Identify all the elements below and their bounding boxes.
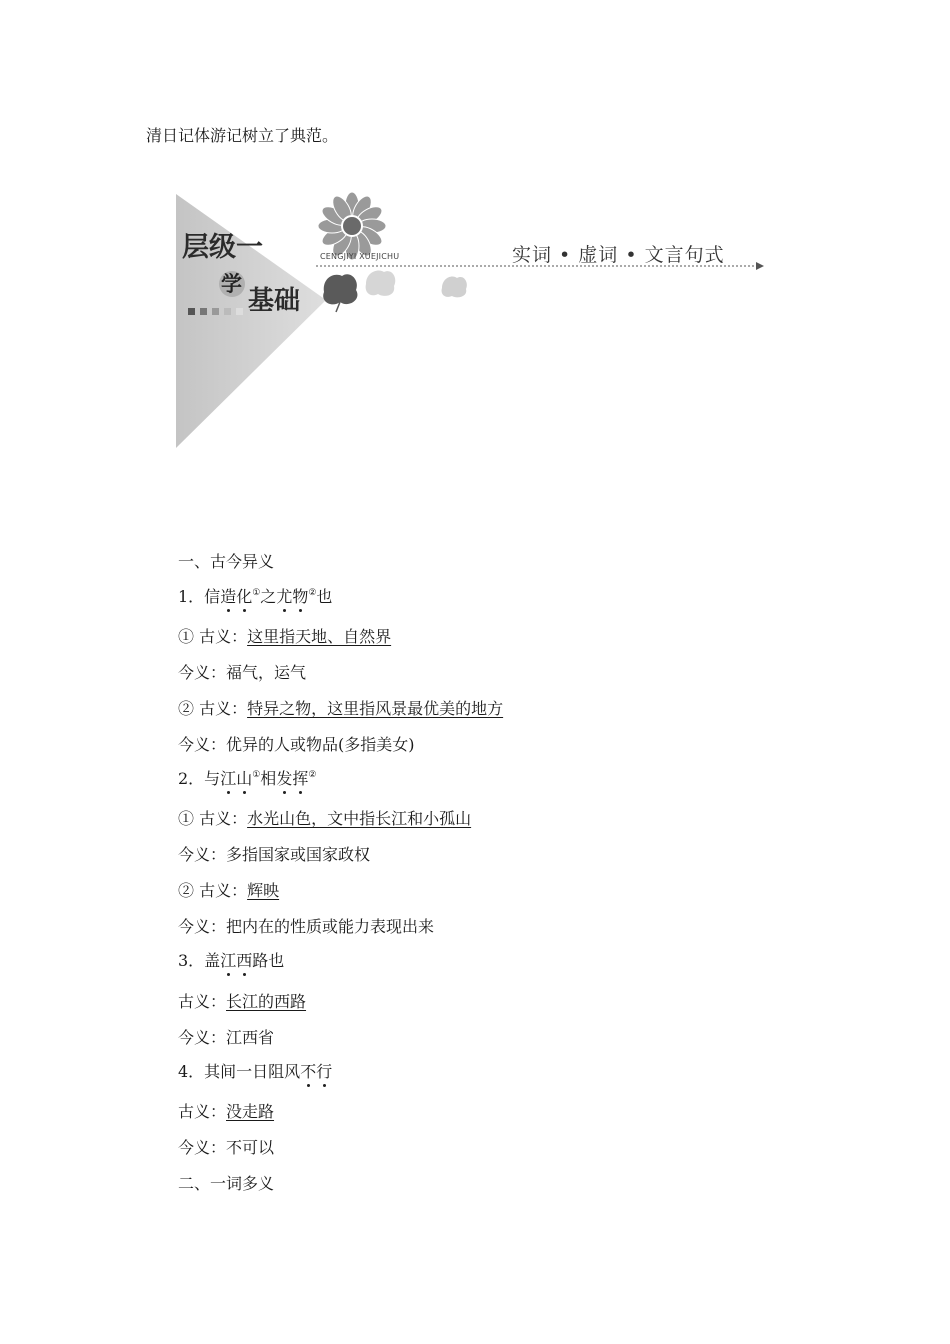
answer-blank: 没走路 (226, 1102, 275, 1121)
banner-graphic (176, 190, 768, 452)
answer-blank: 这里指天地、自然界 (247, 627, 392, 646)
emphasis-char: 尤 (276, 587, 293, 606)
banner-square (236, 308, 243, 315)
flower-icon (318, 192, 386, 260)
emphasis-char: 化 (236, 587, 253, 606)
section2-heading: 二、一词多义 (178, 1174, 275, 1193)
footnote-marker: ① (252, 770, 261, 780)
banner-level-title: 层级一 (182, 232, 263, 263)
emphasis-char: 江 (220, 769, 237, 788)
banner-pinyin: CENGJIYI XUEJICHU (320, 252, 400, 261)
banner-square (188, 308, 195, 315)
emphasis-char: 造 (220, 587, 237, 606)
emphasis-char: 发 (276, 769, 293, 788)
item2-modern-meaning-1: 今义：多指国家或国家政权 (178, 845, 371, 864)
item4-modern-meaning: 今义：不可以 (178, 1138, 275, 1157)
item1-question: 1．信造化①之尤物②也 (178, 587, 333, 606)
item1-modern-meaning-2: 今义：优异的人或物品(多指美女) (178, 735, 415, 754)
answer-blank: 水光山色，文中指长江和小孤山 (247, 809, 472, 828)
item4-ancient-meaning: 古义：没走路 (178, 1102, 275, 1121)
item1-ancient-meaning-2: ② 古义：特异之物，这里指风景最优美的地方 (178, 699, 504, 718)
intro-tail-text: 清日记体游记树立了典范。 (146, 126, 339, 145)
item4-question: 4．其间一日阻风不行 (178, 1062, 333, 1081)
item1-ancient-meaning-1: ① 古义：这里指天地、自然界 (178, 627, 392, 646)
section1-heading: 一、古今异义 (178, 552, 275, 571)
emphasis-char: 物 (292, 587, 309, 606)
item3-modern-meaning: 今义：江西省 (178, 1028, 275, 1047)
item1-modern-meaning-1: 今义：福气，运气 (178, 663, 307, 682)
emphasis-char: 挥 (292, 769, 309, 788)
footnote-marker: ① (252, 588, 261, 598)
banner-square (200, 308, 207, 315)
leaf-icon (442, 276, 467, 297)
item3-question: 3．盖江西路也 (178, 951, 285, 970)
answer-blank: 特异之物，这里指风景最优美的地方 (247, 699, 504, 718)
banner-square (212, 308, 219, 315)
rule-arrow-icon (756, 262, 764, 270)
emphasis-char: 西 (236, 951, 253, 970)
banner-basics-title: 基础 (248, 286, 301, 316)
footnote-marker: ② (308, 588, 317, 598)
item2-ancient-meaning-2: ② 古义：辉映 (178, 881, 280, 900)
item2-ancient-meaning-1: ① 古义：水光山色，文中指长江和小孤山 (178, 809, 472, 828)
item3-ancient-meaning: 古义：长江的西路 (178, 992, 307, 1011)
answer-blank: 辉映 (247, 881, 280, 900)
item2-modern-meaning-2: 今义：把内在的性质或能力表现出来 (178, 917, 435, 936)
leaf-icon (366, 271, 396, 296)
section-banner (176, 190, 768, 452)
banner-xue-char: 学 (221, 271, 242, 296)
emphasis-char: 江 (220, 951, 237, 970)
banner-tagline: 实词 • 虚词 • 文言句式 (512, 244, 725, 266)
leaf-icon (323, 274, 357, 312)
banner-square (224, 308, 231, 315)
item2-question: 2．与江山①相发挥② (178, 769, 317, 788)
emphasis-char: 不 (300, 1062, 317, 1081)
answer-blank: 长江的西路 (226, 992, 307, 1011)
emphasis-char: 山 (236, 769, 253, 788)
emphasis-char: 行 (316, 1062, 333, 1081)
footnote-marker: ② (308, 770, 317, 780)
